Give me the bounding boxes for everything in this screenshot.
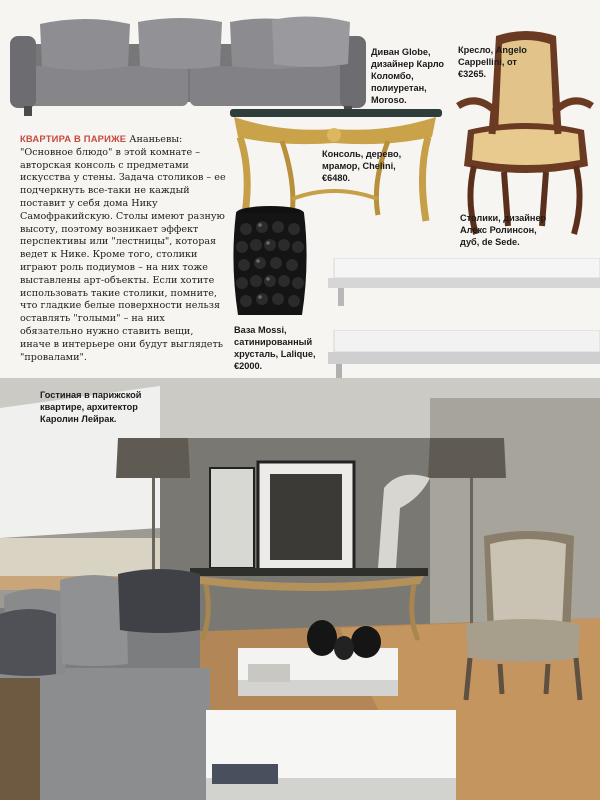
product-catalogue: [0, 0, 600, 378]
room-caption: Гостиная в парижской квартире, архитектор Каролин Лейрак.: [40, 390, 142, 424]
armchair-caption: Кресло, Angelo Cappellini, от €3265.: [458, 45, 527, 79]
vase-image: [224, 203, 316, 321]
article-heading: КВАРТИРА В ПАРИЖЕ: [20, 133, 127, 144]
living-room-photo: [0, 378, 600, 800]
vase-caption: Ваза Mossi, сатинированный хрусталь, Lalique, €2000.: [234, 325, 316, 371]
coffee-table-image: [328, 258, 600, 306]
article-body: Ананьевы: "Основное блюдо" в этой комнате – авторская консоль с предметами искусства у стены. Задача столиков – ее подчеркнуть все-таки не каждый поставит у себя дома Нику Самофракийскую. Столы имеют разную высоту, поэтому возникает эффект перспективы или "лестницы", которая ведет к Нике. Кроме того, столики играют роль подиумов – на них тоже выставлены арт-объекты. Если хотите использовать такие столики, помните, что гладкие белые поверхности нельзя оставлять "голыми" – на них обязательно нужно ставить вещи, иначе в интерьере они будут выглядеть "провалами".: [20, 134, 226, 363]
tables-caption: Столики, дизайнер Алекс Ролинсон, дуб, de Sede.: [460, 213, 547, 247]
article-text: [20, 133, 226, 364]
sofa-caption: Диван Globe, дизайнер Карло Коломбо, полиуретан, Moroso.: [371, 47, 445, 105]
coffee-table-image: [328, 330, 600, 382]
console-caption: Консоль, дерево, мрамор, Chelini, €6480.: [322, 149, 402, 183]
